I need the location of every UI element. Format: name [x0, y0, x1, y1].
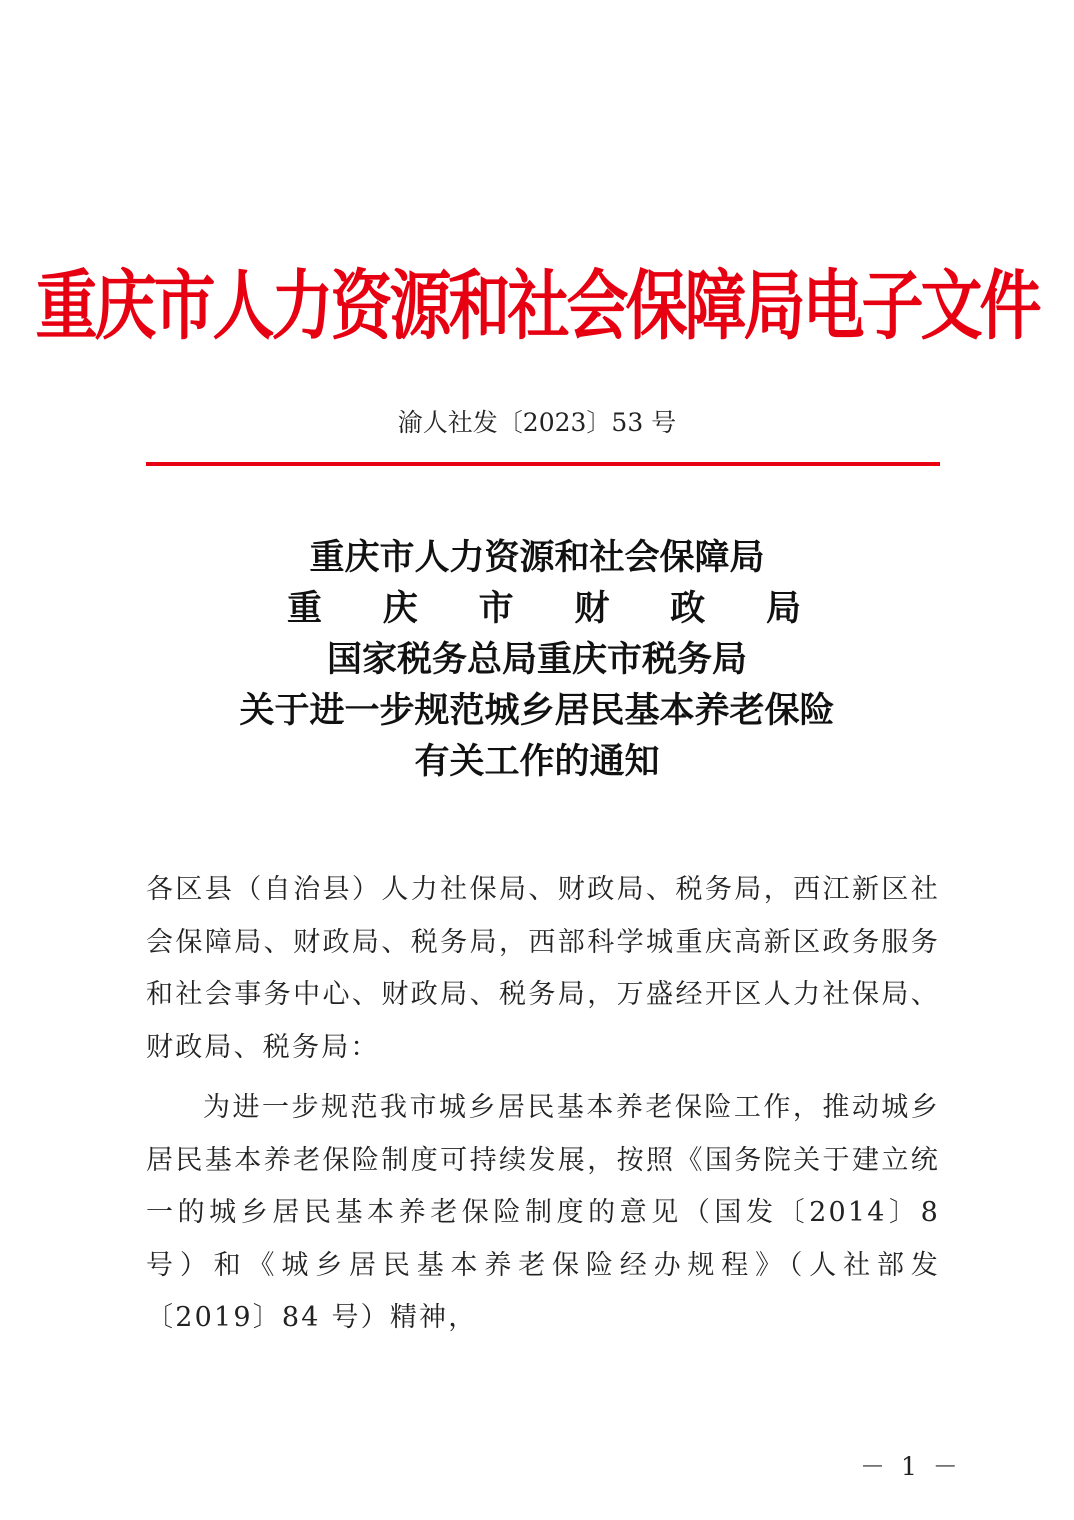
title-issuer-finance-char: 重 — [287, 588, 323, 629]
addressee-paragraph: 各区县（自治县）人力社保局、财政局、税务局，西江新区社会保障局、财政局、税务局，西部科学城重庆高新区政务服务和社会事务中心、财政局、税务局，万盛经开区人力社保局、财政局、税务局： — [146, 874, 940, 1063]
title-subject-line-2: 有关工作的通知 — [414, 741, 660, 782]
title-issuer-finance-char: 政 — [670, 588, 706, 629]
red-separator-line — [146, 462, 940, 466]
document-masthead: 重庆市人力资源和社会保障局电子文件 — [35, 261, 1039, 351]
title-issuer-finance-char: 局 — [765, 588, 801, 629]
title-issuer-tax: 国家税务总局重庆市税务局 — [326, 639, 747, 680]
document-title — [0, 532, 1074, 787]
title-issuer-finance-char: 庆 — [382, 588, 418, 629]
title-subject-line-1: 关于进一步规范城乡居民基本养老保险 — [239, 690, 835, 731]
body-paragraph: 为进一步规范我市城乡居民基本养老保险工作，推动城乡居民基本养老保险制度可持续发展，按照《国务院关于建立统一的城乡居民基本养老保险制度的意见（国发〔2014〕8 号）和《城乡居民基本养老保险经办规程》（人社部发〔2019〕84 号）精神， — [146, 1092, 940, 1333]
title-issuer-finance-char: 财 — [574, 588, 610, 629]
title-issuer-finance-char: 市 — [478, 588, 514, 629]
document-number: 渝人社发〔2023〕53 号 — [397, 408, 677, 437]
title-issuer-finance — [287, 583, 801, 634]
title-issuer-hrss: 重庆市人力资源和社会保障局 — [309, 537, 765, 578]
page-number: － 1 － — [860, 1452, 962, 1481]
